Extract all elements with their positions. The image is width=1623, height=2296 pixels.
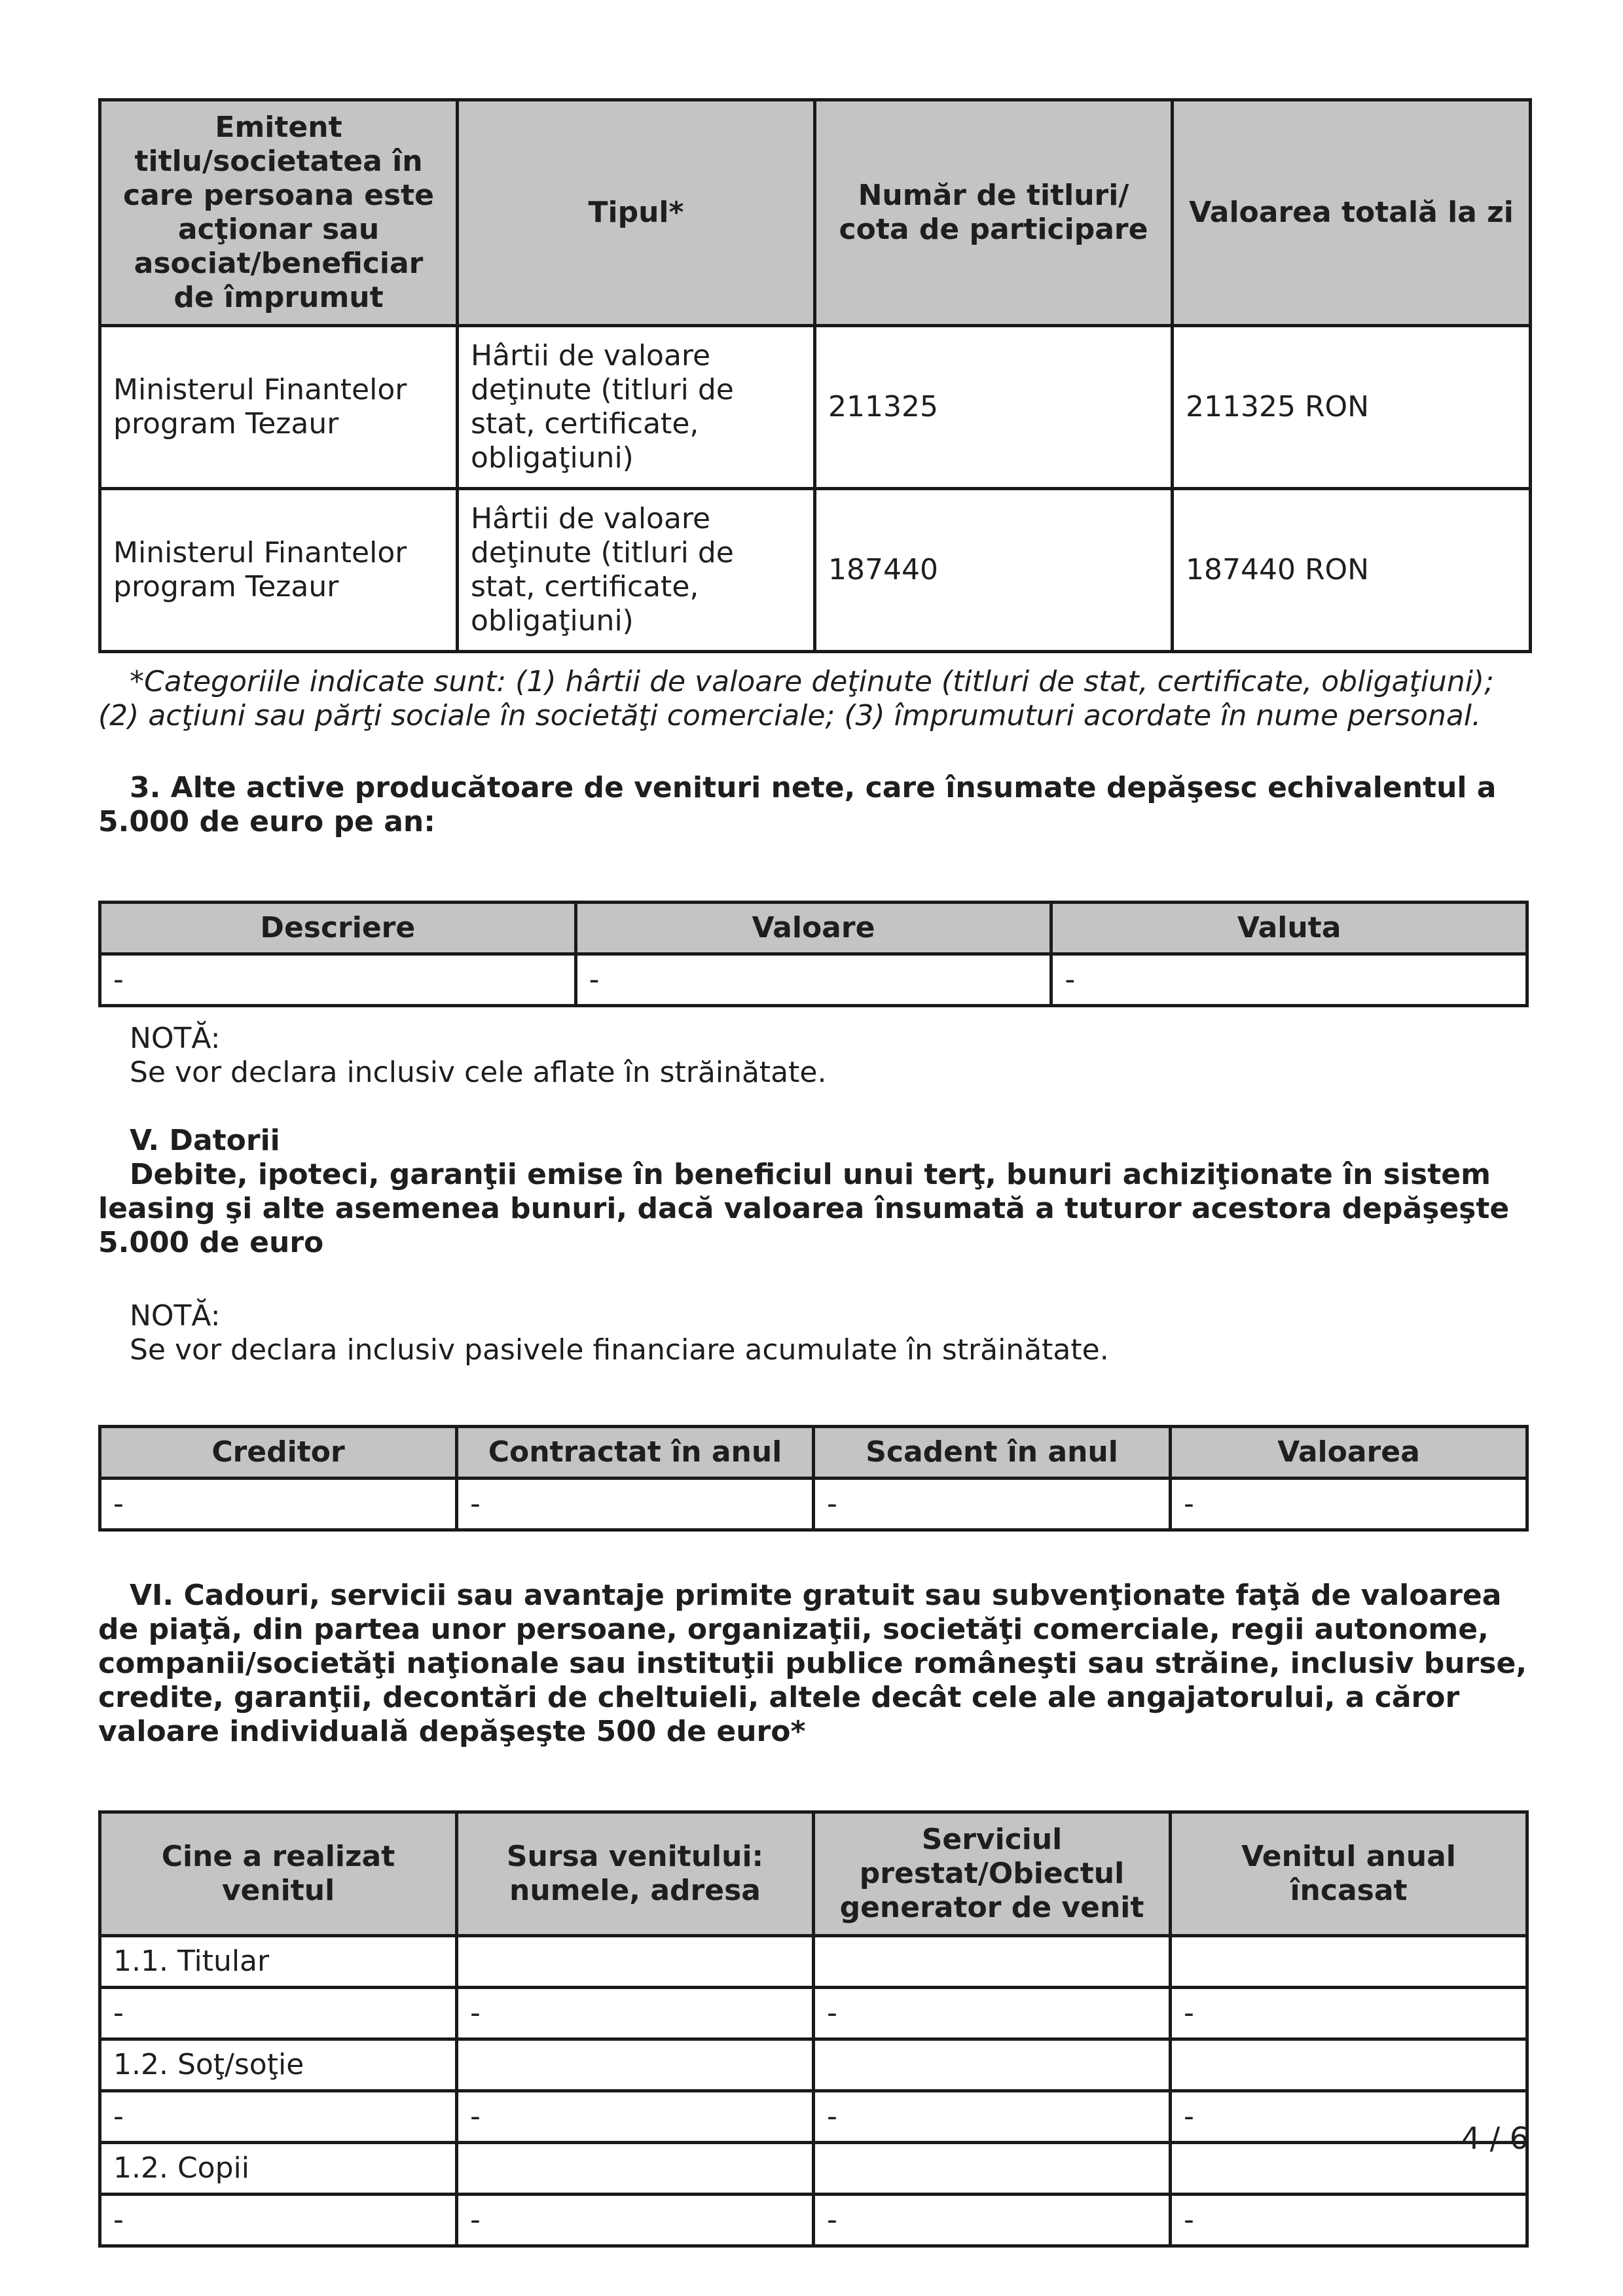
note-text: Se vor declara inclusiv pasivele financiare acumulate în străinătate. bbox=[130, 1333, 1109, 1367]
table-cell: Hârtii de valoare deţinute (titluri de stat, certificate, obligaţiuni) bbox=[458, 489, 815, 652]
table-cell bbox=[457, 2039, 814, 2091]
header-cell: Emitent titlu/societatea în care persoana este acţionar sau asociat/beneficiar de împrumut bbox=[100, 100, 458, 326]
header-cell: Valoare bbox=[575, 903, 1051, 954]
page-number: 4 / 6 bbox=[1461, 2121, 1529, 2156]
table-row bbox=[100, 2195, 1527, 2246]
document-page bbox=[98, 98, 1529, 2248]
header-cell: Cine a realizat venitul bbox=[100, 1812, 457, 1936]
table-header-row bbox=[100, 1427, 1527, 1479]
table-cell: - bbox=[814, 1988, 1171, 2039]
table-cell bbox=[814, 1936, 1171, 1988]
table-cell: - bbox=[457, 1479, 814, 1530]
table-cell: 187440 RON bbox=[1173, 489, 1531, 652]
header-cell: Valoarea bbox=[1171, 1427, 1527, 1479]
table-cell: Ministerul Finantelor program Tezaur bbox=[100, 489, 458, 652]
table-row bbox=[100, 1988, 1527, 2039]
section-5-title: V. Datorii bbox=[130, 1124, 280, 1157]
table-cell bbox=[814, 2039, 1171, 2091]
table-row bbox=[100, 489, 1531, 652]
table-cell: - bbox=[1051, 954, 1527, 1006]
header-cell: Creditor bbox=[100, 1427, 457, 1479]
table-cell bbox=[457, 1936, 814, 1988]
section-6-heading: VI. Cadouri, servicii sau avantaje primite gratuit sau subvenţionate faţă de valoarea de piaţă, din partea unor persoane, organizaţii, societăţi comerciale, regii autonome, companii/societăţi naţionale sau instituţii publice româneşti sau străine, inclusiv burse, credite, garanţii, decontări de cheltuieli, altele decât cele ale angajatorului, a căror valoare individuală depăşeşte 500 de euro* bbox=[98, 1579, 1527, 1748]
table-header-row bbox=[100, 1812, 1527, 1936]
table-cell: - bbox=[457, 2195, 814, 2246]
table-cell: - bbox=[814, 1479, 1171, 1530]
securities-table bbox=[98, 98, 1532, 653]
table-cell: Hârtii de valoare deţinute (titluri de stat, certificate, obligaţiuni) bbox=[458, 326, 815, 489]
header-cell: Scadent în anul bbox=[814, 1427, 1171, 1479]
table-cell: - bbox=[457, 2091, 814, 2143]
table-cell: - bbox=[1171, 2091, 1527, 2143]
section-3-heading: 3. Alte active producătoare de venituri nete, care însumate depăşesc echivalentul a 5.000 de euro pe an: bbox=[98, 771, 1497, 838]
table-row bbox=[100, 1936, 1527, 1988]
table-cell: - bbox=[100, 2195, 457, 2246]
table-cell: 211325 RON bbox=[1173, 326, 1531, 489]
table-cell: - bbox=[814, 2195, 1171, 2246]
table-cell: 211325 bbox=[815, 326, 1173, 489]
table-row bbox=[100, 2143, 1527, 2195]
table-cell bbox=[814, 2143, 1171, 2195]
table-cell: - bbox=[100, 1479, 457, 1530]
note-label: NOTĂ: bbox=[130, 1022, 221, 1055]
table-cell: - bbox=[1171, 2195, 1527, 2246]
table-cell: 1.2. Soţ/soţie bbox=[100, 2039, 457, 2091]
table-cell: - bbox=[1171, 1988, 1527, 2039]
table-cell: - bbox=[575, 954, 1051, 1006]
table-cell: - bbox=[814, 2091, 1171, 2143]
gifts-table bbox=[98, 1810, 1529, 2248]
header-cell: Serviciul prestat/Obiectul generator de venit bbox=[814, 1812, 1171, 1936]
header-cell: Valuta bbox=[1051, 903, 1527, 954]
table-cell: 1.1. Titular bbox=[100, 1936, 457, 1988]
table-header-row bbox=[100, 903, 1527, 954]
table-row bbox=[100, 2039, 1527, 2091]
table-cell bbox=[457, 2143, 814, 2195]
debts-table bbox=[98, 1425, 1529, 1532]
table-cell: 1.2. Copii bbox=[100, 2143, 457, 2195]
table-row bbox=[100, 326, 1531, 489]
table-cell: 187440 bbox=[815, 489, 1173, 652]
header-cell: Descriere bbox=[100, 903, 576, 954]
table-cell: - bbox=[100, 2091, 457, 2143]
table-cell bbox=[1171, 2039, 1527, 2091]
table-cell: - bbox=[100, 1988, 457, 2039]
header-cell: Venitul anual încasat bbox=[1171, 1812, 1527, 1936]
note-text: Se vor declara inclusiv cele aflate în străinătate. bbox=[130, 1056, 827, 1089]
note-label: NOTĂ: bbox=[130, 1299, 221, 1333]
table-header-row bbox=[100, 100, 1531, 326]
table-row bbox=[100, 954, 1527, 1006]
section-5-heading: Debite, ipoteci, garanţii emise în beneficiul unui terţ, bunuri achiziţionate în sistem leasing şi alte asemenea bunuri, dacă valoarea însumată a tuturor acestora depăşeşte 5.000 de euro bbox=[98, 1158, 1510, 1259]
table-row bbox=[100, 1479, 1527, 1530]
table-cell: - bbox=[100, 954, 576, 1006]
categories-footnote: *Categoriile indicate sunt: (1) hârtii de valoare deţinute (titluri de stat, certificate, obligaţiuni); (2) acţiuni sau părţi sociale în societăţi comerciale; (3) împrumuturi acordate în nume personal. bbox=[98, 665, 1494, 732]
header-cell: Număr de titluri/ cota de participare bbox=[815, 100, 1173, 326]
other-assets-table bbox=[98, 901, 1529, 1007]
header-cell: Tipul* bbox=[458, 100, 815, 326]
table-cell: - bbox=[457, 1988, 814, 2039]
header-cell: Valoarea totală la zi bbox=[1173, 100, 1531, 326]
table-cell: Ministerul Finantelor program Tezaur bbox=[100, 326, 458, 489]
header-cell: Contractat în anul bbox=[457, 1427, 814, 1479]
table-cell: - bbox=[1171, 1479, 1527, 1530]
table-cell bbox=[1171, 1936, 1527, 1988]
table-row bbox=[100, 2091, 1527, 2143]
header-cell: Sursa venitului: numele, adresa bbox=[457, 1812, 814, 1936]
